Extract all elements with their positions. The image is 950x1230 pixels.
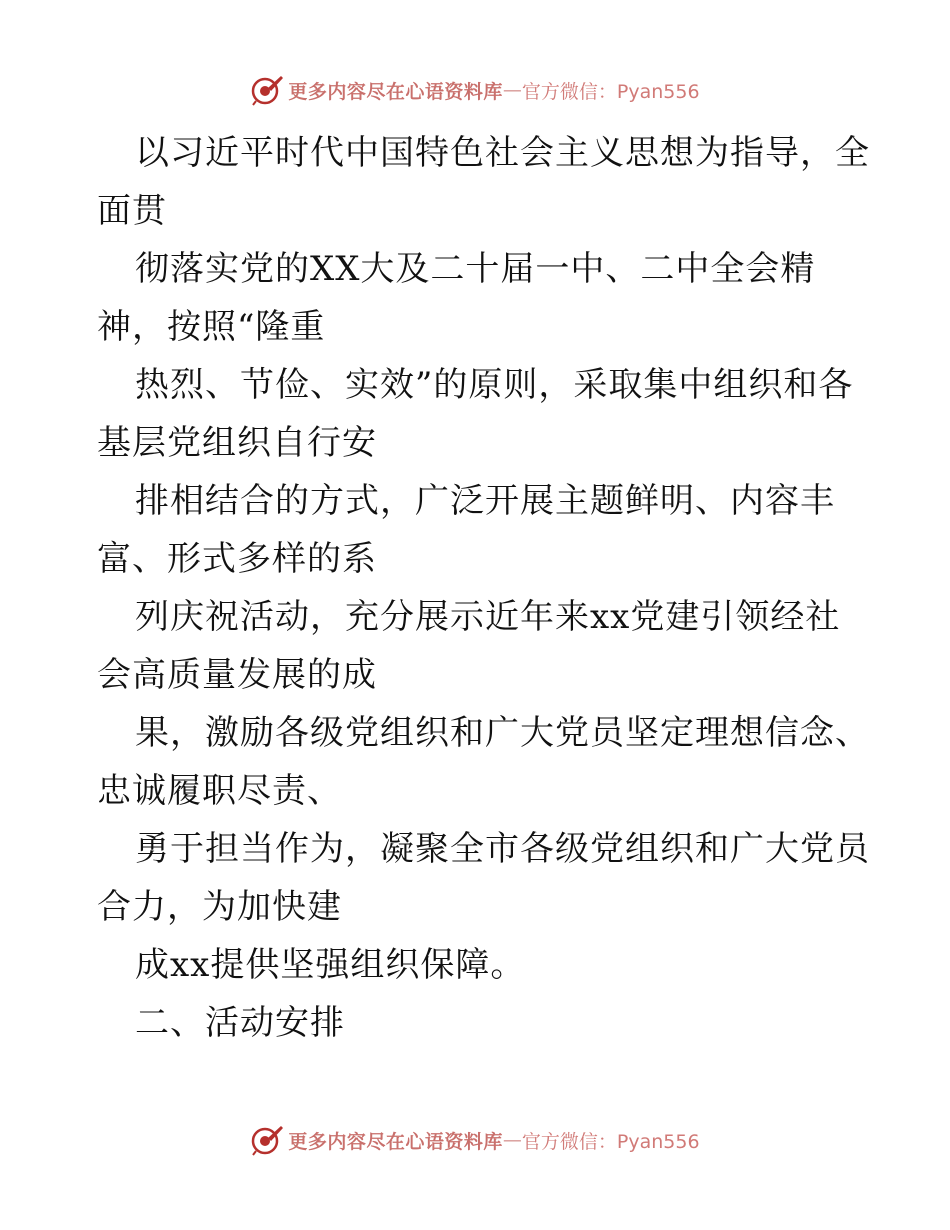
pen-logo-icon	[250, 73, 284, 107]
body-line: 勇于担当作为，凝聚全市各级党组织和广大党员	[135, 829, 870, 869]
body-line: 富、形式多样的系	[97, 539, 377, 579]
banner-wechat-text: 官方微信：Pyan556	[521, 80, 700, 103]
body-line: 热烈、节俭、实效”的原则，采取集中组织和各	[135, 365, 854, 405]
body-line: 神，按照“隆重	[97, 307, 326, 347]
footer-banner	[0, 1120, 950, 1160]
body-line: 合力，为加快建	[97, 887, 342, 927]
body-line: 基层党组织自行安	[97, 423, 377, 463]
body-line: 面贯	[97, 191, 167, 231]
banner-dash: —	[502, 1129, 522, 1151]
pen-logo-icon	[250, 1123, 284, 1157]
body-line: 忠诚履职尽责、	[97, 771, 342, 811]
body-line: 列庆祝活动，充分展示近年来xx党建引领经社	[135, 597, 841, 637]
body-line: 会高质量发展的成	[97, 655, 377, 695]
body-line: 彻落实党的XX大及二十届一中、二中全会精	[135, 249, 816, 289]
body-line: 排相结合的方式，广泛开展主题鲜明、内容丰	[135, 481, 835, 521]
banner-wechat-text: 官方微信：Pyan556	[521, 1130, 700, 1153]
body-line: 以习近平时代中国特色社会主义思想为指导，全	[135, 133, 870, 173]
header-banner	[0, 70, 950, 110]
document-body	[97, 124, 877, 1052]
banner-dash: —	[502, 79, 522, 101]
banner-brand-text: 更多内容尽在心语资料库	[288, 1130, 503, 1153]
section-heading: 二、活动安排	[135, 1003, 345, 1043]
body-line: 果，激励各级党组织和广大党员坚定理想信念、	[135, 713, 870, 753]
banner-brand-text: 更多内容尽在心语资料库	[288, 80, 503, 103]
body-line: 成xx提供坚强组织保障。	[135, 945, 526, 985]
